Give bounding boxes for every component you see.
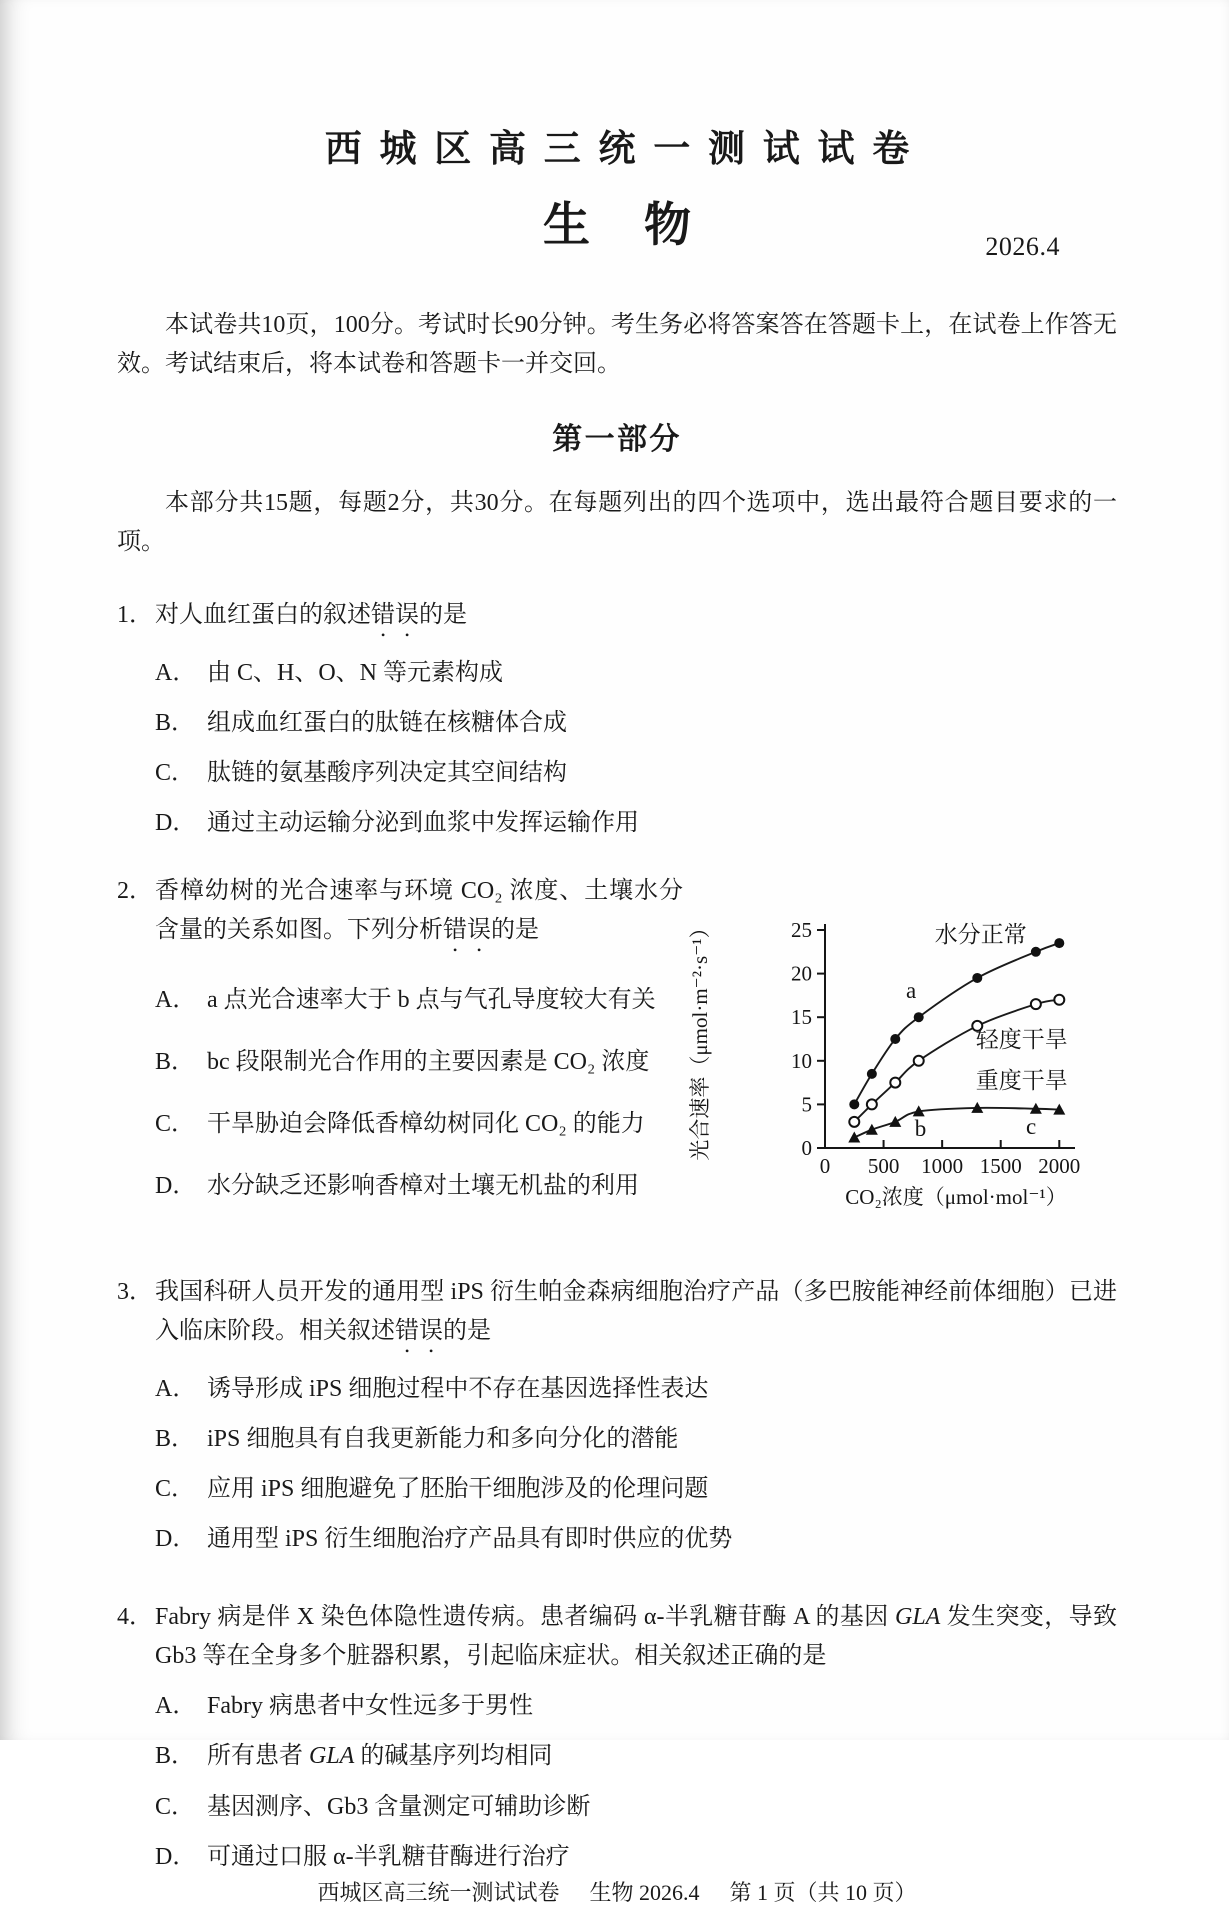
part1-intro: 本部分共15题，每题2分，共30分。在每题列出的四个选项中，选出最符合题目要求的一项。 bbox=[117, 489, 1117, 555]
svg-text:轻度干旱: 轻度干旱 bbox=[975, 1027, 1068, 1053]
option-row bbox=[155, 705, 1117, 742]
svg-text:20: 20 bbox=[791, 961, 812, 986]
option-text: 肽链的氨基酸序列决定其空间结构 bbox=[207, 759, 567, 786]
svg-text:水分正常: 水分正常 bbox=[934, 922, 1027, 948]
question-3-stem: 我国科研人员开发的通用型 iPS 衍生帕金森病细胞治疗产品（多巴胺能神经前体细胞）已进入临床阶段。相关叙述错误的是 bbox=[155, 1279, 1117, 1344]
option-row bbox=[155, 1521, 1117, 1558]
question-1-options bbox=[155, 655, 1117, 843]
subject-title: 生物 bbox=[542, 200, 746, 252]
footer-page-number: 第 1 页（共 10 页） bbox=[729, 1879, 917, 1905]
option-text: 应用 iPS 细胞避免了胚胎干细胞涉及的伦理问题 bbox=[207, 1476, 709, 1503]
question-2-number: 2． bbox=[117, 878, 153, 905]
option-label: B． bbox=[155, 1425, 196, 1452]
option-row bbox=[155, 1044, 683, 1081]
option-text: 组成血红蛋白的肽链在核糖体合成 bbox=[207, 709, 567, 736]
question-3-number: 3． bbox=[117, 1279, 153, 1306]
question-1-body bbox=[155, 596, 1117, 843]
svg-text:15: 15 bbox=[791, 1005, 812, 1030]
question-2 bbox=[117, 872, 1117, 1223]
option-label: A． bbox=[155, 1375, 197, 1402]
option-text: 通用型 iPS 衍生细胞治疗产品具有即时供应的优势 bbox=[207, 1526, 733, 1553]
part1-heading: 第一部分 bbox=[552, 422, 682, 456]
svg-text:c: c bbox=[1026, 1114, 1037, 1140]
option-row bbox=[155, 982, 683, 1019]
option-row bbox=[155, 1688, 1117, 1725]
option-row bbox=[155, 805, 1117, 842]
option-label: A． bbox=[155, 1693, 197, 1720]
svg-text:2000: 2000 bbox=[1038, 1154, 1081, 1179]
svg-text:25: 25 bbox=[791, 918, 812, 943]
option-row bbox=[155, 1371, 1117, 1408]
option-text: 水分缺乏还影响香樟对土壤无机盐的利用 bbox=[207, 1173, 639, 1200]
option-label: D． bbox=[155, 810, 197, 837]
question-1 bbox=[117, 596, 1117, 843]
option-row bbox=[155, 1106, 683, 1143]
option-row bbox=[155, 1168, 683, 1205]
option-label: C． bbox=[155, 759, 196, 786]
question-2-text-column bbox=[155, 872, 683, 1223]
question-4-options bbox=[155, 1688, 1117, 1876]
exam-title: 西城区高三统一测试试卷 bbox=[324, 129, 928, 170]
svg-text:1500: 1500 bbox=[979, 1154, 1022, 1179]
option-label: A． bbox=[155, 659, 197, 686]
question-1-stem: 对人血红蛋白的叙述错误的是 bbox=[155, 601, 467, 628]
option-text: Fabry 病患者中女性远多于男性 bbox=[207, 1693, 533, 1720]
option-text: 通过主动运输分泌到血浆中发挥运输作用 bbox=[207, 810, 639, 837]
question-3 bbox=[117, 1273, 1117, 1558]
question-2-body bbox=[155, 872, 1117, 1223]
question-4-body bbox=[155, 1598, 1117, 1876]
svg-text:5: 5 bbox=[801, 1092, 812, 1117]
option-row bbox=[155, 1421, 1117, 1458]
question-3-options bbox=[155, 1371, 1117, 1559]
svg-text:10: 10 bbox=[791, 1049, 812, 1074]
question-2-stem: 香樟幼树的光合速率与环境 CO₂ 浓度、土壤水分含量的关系如图。下列分析错误的是 bbox=[155, 878, 683, 943]
option-label: D． bbox=[155, 1843, 197, 1870]
option-label: A． bbox=[155, 986, 197, 1013]
option-row bbox=[155, 755, 1117, 792]
option-label: B． bbox=[155, 1048, 196, 1075]
svg-text:a: a bbox=[905, 978, 917, 1004]
option-text: 干旱胁迫会降低香樟幼树同化 CO₂ 的能力 bbox=[207, 1111, 645, 1138]
option-row bbox=[155, 655, 1117, 692]
svg-text:CO₂浓度（μmol·mol⁻¹）: CO₂浓度（μmol·mol⁻¹） bbox=[845, 1185, 1067, 1210]
subject-row bbox=[117, 188, 1117, 264]
footer-exam-title: 西城区高三统一测试试卷 bbox=[317, 1879, 560, 1905]
svg-text:b: b bbox=[914, 1116, 927, 1142]
question-4-stem: Fabry 病是伴 X 染色体隐性遗传病。患者编码 α-半乳糖苷酶 A 的基因 GLA 发生突变，导致 Gb3 等在全身多个脏器积累，引起临床症状。相关叙述正确的是 bbox=[155, 1604, 1117, 1669]
page-footer bbox=[117, 1876, 1117, 1907]
option-text: 诱导形成 iPS 细胞过程中不存在基因选择性表达 bbox=[207, 1375, 709, 1402]
svg-text:500: 500 bbox=[867, 1154, 900, 1179]
svg-text:1000: 1000 bbox=[921, 1154, 964, 1179]
option-text: 所有患者 GLA 的碱基序列均相同 bbox=[207, 1743, 553, 1770]
question-1-number: 1． bbox=[117, 601, 153, 628]
option-row bbox=[155, 1789, 1117, 1826]
option-text: iPS 细胞具有自我更新能力和多向分化的潜能 bbox=[207, 1425, 679, 1452]
question-4 bbox=[117, 1598, 1117, 1876]
question-2-options bbox=[155, 982, 683, 1206]
option-label: B． bbox=[155, 1743, 196, 1770]
option-text: 可通过口服 α-半乳糖苷酶进行治疗 bbox=[207, 1843, 570, 1870]
option-text: 由 C、H、O、N 等元素构成 bbox=[207, 659, 504, 686]
footer-subject-date: 生物 2026.4 bbox=[589, 1879, 700, 1905]
option-label: C． bbox=[155, 1111, 196, 1138]
exam-date: 2026.4 bbox=[985, 232, 1060, 261]
option-label: D． bbox=[155, 1526, 197, 1553]
option-text: 基因测序、Gb3 含量测定可辅助诊断 bbox=[207, 1793, 591, 1820]
option-label: B． bbox=[155, 709, 196, 736]
option-label: C． bbox=[155, 1793, 196, 1820]
exam-notice: 本试卷共10页，100分。考试时长90分钟。考生务必将答案答在答题卡上，在试卷上作答无效。考试结束后，将本试卷和答题卡一并交回。 bbox=[117, 312, 1117, 377]
option-label: C． bbox=[155, 1476, 196, 1503]
question-3-body bbox=[155, 1273, 1117, 1558]
option-text: bc 段限制光合作用的主要因素是 CO₂ 浓度 bbox=[207, 1048, 650, 1075]
svg-text:光合速率（μmol·m⁻²·s⁻¹）: 光合速率（μmol·m⁻²·s⁻¹） bbox=[688, 917, 712, 1161]
option-row bbox=[155, 1738, 1117, 1775]
question-4-number: 4． bbox=[117, 1604, 153, 1631]
option-row bbox=[155, 1839, 1117, 1876]
svg-text:0: 0 bbox=[819, 1154, 831, 1179]
option-label: D． bbox=[155, 1173, 197, 1200]
photosynthesis-chart bbox=[683, 916, 1145, 1216]
q2-chart-figure bbox=[683, 916, 1145, 1223]
svg-text:重度干旱: 重度干旱 bbox=[975, 1068, 1068, 1094]
option-text: a 点光合速率大于 b 点与气孔导度较大有关 bbox=[207, 986, 656, 1013]
svg-text:0: 0 bbox=[801, 1136, 812, 1161]
option-row bbox=[155, 1471, 1117, 1508]
